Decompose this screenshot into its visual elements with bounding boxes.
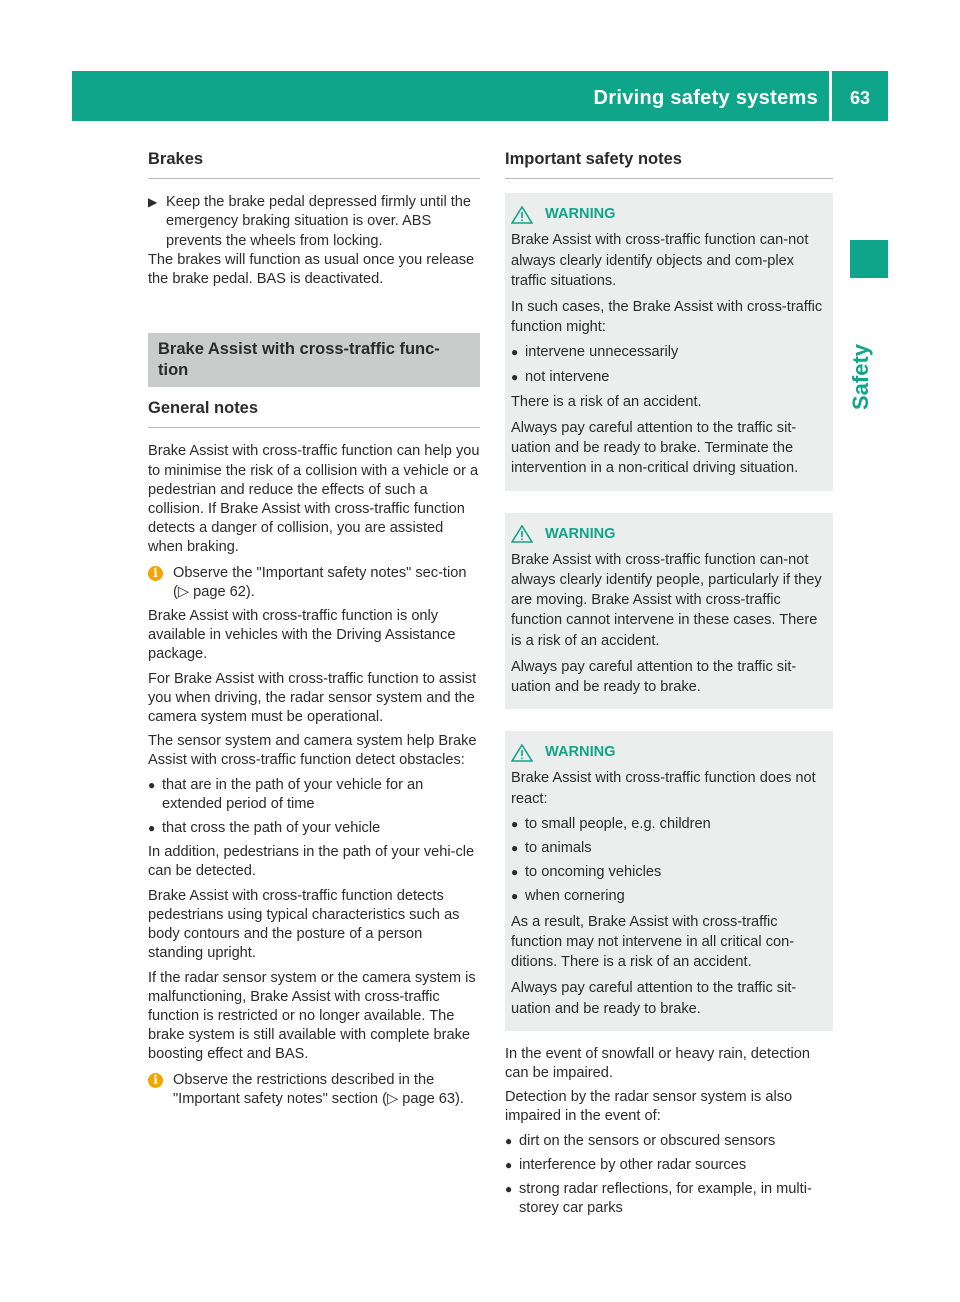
warning-text: There is a risk of an accident.	[511, 393, 702, 410]
warning-triangle-icon	[511, 744, 533, 762]
info-icon: i	[148, 1073, 163, 1088]
warning-triangle-icon	[511, 206, 533, 224]
list-item-text: dirt on the sensors or obscured sensors	[519, 1132, 776, 1149]
list-item-text: not intervene	[525, 368, 610, 385]
header-divider	[829, 71, 832, 121]
warning-triangle-icon	[511, 525, 533, 543]
list-item-text: to small people, e.g. children	[525, 815, 711, 832]
list-item-text: intervene unnecessarily	[525, 344, 679, 361]
bullet-icon: ●	[511, 816, 519, 831]
paragraph: Brake Assist with cross-traffic function can help you to minimise the risk of a collision with a vehicle or a pedestrian and reduce the effects of such a collision. If Brake Assist with cross-traffic function detects a danger of collision, you are assisted when braking.	[148, 443, 480, 556]
paragraph: If the radar sensor system or the camera system is malfunctioning, Brake Assist with cross-traffic function is restricted or no longer available. The brake system is still available with complete brake boosting effect and BAS.	[148, 969, 476, 1063]
list-item-text: interference by other radar sources	[519, 1156, 747, 1173]
info-text[interactable]: Observe the restrictions described in the "Important safety notes" section (▷ page 63).	[173, 1071, 464, 1107]
list-item	[511, 343, 827, 362]
warning-label: WARNING	[545, 744, 616, 761]
list-item	[505, 1132, 833, 1151]
header-title: Driving safety systems	[593, 87, 818, 109]
page-number: 63	[849, 88, 870, 108]
warning-header	[511, 525, 827, 544]
warning-box	[505, 513, 833, 710]
bullet-icon: ●	[505, 1181, 513, 1196]
bullet-icon: ●	[148, 821, 156, 836]
warning-header	[511, 205, 827, 224]
right-column	[505, 150, 833, 1223]
warning-text: As a result, Brake Assist with cross-traffic function may not intervene in all critical con-ditions. There is a risk of an accident.	[511, 913, 795, 971]
paragraph: Brake Assist with cross-traffic function is only available in vehicles with the Driving Assistance package.	[148, 608, 456, 663]
left-column	[148, 150, 480, 1114]
instruction-text: Keep the brake pedal depressed firmly until the emergency braking situation is over. ABS prevents the wheels from locking.	[166, 194, 472, 249]
warning-label: WARNING	[545, 525, 616, 542]
list-item-text: when cornering	[525, 888, 625, 905]
bullet-icon: ●	[511, 865, 519, 880]
paragraph: The brakes will function as usual once you release the brake pedal. BAS is deactivated.	[148, 251, 475, 288]
list-item	[511, 815, 827, 834]
instruction-step	[148, 193, 480, 251]
warning-box	[505, 193, 833, 490]
arrow-icon: ▶	[148, 195, 158, 210]
general-notes-heading: General notes	[148, 399, 480, 428]
list-item	[505, 1156, 833, 1175]
bullet-icon: ●	[511, 345, 519, 360]
warning-text: Brake Assist with cross-traffic function can-not always clearly identify objects and com-plex traffic situations.	[511, 232, 809, 289]
paragraph: In addition, pedestrians in the path of your vehi-cle can be detected.	[148, 844, 475, 880]
list-item	[511, 368, 827, 387]
header-bar	[72, 71, 888, 121]
warning-box	[505, 731, 833, 1030]
side-tab-label: Safety	[848, 343, 873, 410]
list-item	[505, 1180, 833, 1218]
section-heading: Brake Assist with cross-traffic func-tion	[148, 333, 480, 387]
bullet-icon: ●	[511, 841, 519, 856]
list-item-text: that cross the path of your vehicle	[162, 820, 381, 837]
paragraph: Brake Assist with cross-traffic function detects pedestrians using typical characteristics such as body contours and the posture of a person standing upright.	[148, 887, 460, 962]
bullet-icon: ●	[148, 777, 156, 792]
bullet-icon: ●	[505, 1157, 513, 1172]
paragraph: The sensor system and camera system help Brake Assist with cross-traffic function detect obstacles:	[148, 733, 477, 769]
list-item	[148, 819, 480, 838]
paragraph: In the event of snowfall or heavy rain, detection can be impaired.	[505, 1045, 811, 1081]
warning-text: In such cases, the Brake Assist with cross-traffic function might:	[511, 299, 823, 336]
list-item	[511, 863, 827, 882]
paragraph: Detection by the radar sensor system is also impaired in the event of:	[505, 1089, 793, 1125]
bullet-icon: ●	[505, 1133, 513, 1148]
warning-text: Always pay careful attention to the traffic sit-uation and be ready to brake.	[511, 980, 797, 1017]
important-safety-notes-heading: Important safety notes	[505, 150, 833, 179]
info-icon: i	[148, 566, 163, 581]
list-item-text: strong radar reflections, for example, in multi-storey car parks	[519, 1180, 812, 1217]
info-text[interactable]: Observe the "Important safety notes" sec-tion (▷ page 62).	[173, 564, 467, 600]
paragraph: For Brake Assist with cross-traffic function to assist you when driving, the radar sensor system and the camera system must be operational.	[148, 670, 477, 726]
list-item	[148, 776, 480, 814]
warning-text: Always pay careful attention to the traffic sit-uation and be ready to brake.	[511, 658, 797, 696]
list-item-text: to oncoming vehicles	[525, 864, 662, 881]
side-tab-marker	[850, 240, 888, 278]
list-item-text: that are in the path of your vehicle for an extended period of time	[162, 776, 424, 812]
list-item	[511, 839, 827, 858]
list-item-text: to animals	[525, 840, 592, 857]
warning-text: Brake Assist with cross-traffic function can-not always clearly identify people, particularly if they are moving. Brake Assist with cross-traffic function cannot intervene in these cases. There is a risk of an accident.	[511, 551, 822, 649]
bullet-icon: ●	[511, 369, 519, 384]
warning-header	[511, 743, 827, 762]
warning-label: WARNING	[545, 206, 616, 223]
list-item	[511, 887, 827, 906]
info-note	[148, 564, 480, 602]
warning-text: Always pay careful attention to the traffic sit-uation and be ready to brake. Terminate the intervention in a non-critical driving situation.	[511, 420, 799, 477]
bullet-icon: ●	[511, 889, 519, 904]
warning-text: Brake Assist with cross-traffic function does not react:	[511, 770, 816, 807]
brakes-heading: Brakes	[148, 150, 480, 179]
info-note	[148, 1071, 480, 1109]
